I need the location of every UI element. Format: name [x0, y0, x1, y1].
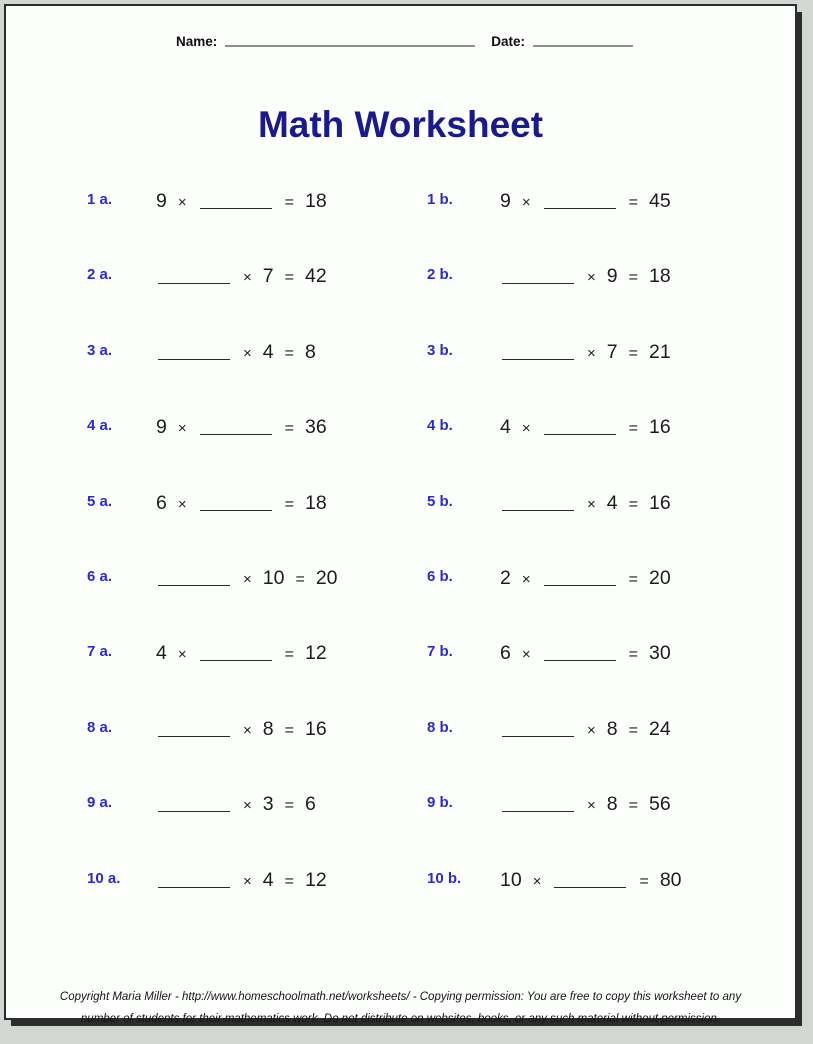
times-symbol: × [587, 721, 596, 739]
name-label: Name: [176, 34, 218, 49]
problem [427, 414, 757, 442]
equals-symbol: = [284, 646, 294, 664]
product-value: 45 [648, 190, 671, 212]
product-value: 80 [659, 868, 682, 891]
times-symbol: × [177, 646, 187, 664]
answer-blank[interactable] [502, 496, 574, 511]
product-value: 21 [648, 340, 671, 363]
equals-symbol: = [284, 495, 294, 513]
factor-second: 4 [262, 340, 274, 363]
copyright-footer [6, 987, 795, 1030]
problem [87, 867, 417, 895]
product-value: 16 [304, 717, 327, 740]
problem-label: 2 a. [87, 266, 113, 284]
problem-label: 6 b. [427, 568, 453, 585]
times-symbol: × [587, 269, 596, 287]
product-value: 56 [648, 793, 671, 816]
equals-symbol: = [295, 571, 305, 588]
problem-equation [500, 263, 671, 289]
times-symbol: × [587, 495, 596, 513]
answer-blank[interactable] [200, 194, 272, 209]
problem [427, 263, 757, 291]
equals-symbol: = [628, 344, 638, 362]
equals-symbol: = [284, 872, 294, 890]
problem [87, 565, 417, 593]
problem-equation [156, 414, 327, 440]
equals-symbol: = [628, 495, 638, 513]
times-symbol: × [521, 571, 531, 588]
times-symbol: × [243, 344, 252, 362]
problem-label: 2 b. [427, 266, 453, 284]
problem [87, 791, 417, 819]
factor-second: 3 [262, 793, 274, 816]
factor-second: 4 [606, 491, 618, 514]
times-symbol: × [177, 194, 187, 211]
answer-blank[interactable] [544, 646, 616, 661]
product-value: 12 [304, 642, 327, 665]
problem-equation [156, 490, 327, 516]
product-value: 18 [304, 491, 327, 514]
product-value: 8 [304, 340, 316, 363]
problem-equation [500, 490, 671, 516]
problem-label: 4 b. [427, 417, 453, 435]
problem-label: 5 a. [87, 492, 113, 510]
problem [87, 716, 417, 744]
answer-blank[interactable] [544, 571, 616, 586]
problem-equation [156, 791, 316, 817]
problem-equation [500, 867, 682, 893]
factor-second: 4 [262, 868, 274, 891]
times-symbol: × [521, 646, 531, 664]
problem [427, 490, 757, 518]
answer-blank[interactable] [200, 646, 272, 661]
answer-blank[interactable] [158, 722, 230, 737]
factor-first: 9 [156, 416, 167, 439]
problem-equation [156, 716, 327, 742]
answer-blank[interactable] [158, 797, 230, 812]
problem [427, 867, 757, 895]
problem-label: 8 a. [87, 718, 113, 736]
times-symbol: × [521, 194, 531, 211]
factor-first: 2 [500, 567, 511, 589]
answer-blank[interactable] [158, 571, 230, 586]
problem-equation [500, 339, 671, 365]
factor-second: 8 [606, 717, 618, 740]
answer-blank[interactable] [544, 194, 616, 209]
product-value: 20 [315, 567, 338, 589]
problem [87, 188, 417, 216]
factor-second: 7 [262, 265, 274, 288]
problem-equation [156, 640, 327, 666]
problem-label: 10 a. [87, 869, 121, 887]
times-symbol: × [243, 721, 252, 739]
problem-equation [156, 263, 327, 289]
factor-first: 10 [500, 868, 522, 891]
worksheet-page [4, 4, 797, 1025]
product-value: 6 [304, 793, 316, 816]
problem [87, 414, 417, 442]
copyright-line-2: number of students for their mathematics work. Do not distribute on websites, books, or any such material without permission. [80, 1012, 721, 1025]
product-value: 18 [648, 265, 671, 288]
answer-blank[interactable] [554, 873, 626, 888]
equals-symbol: = [628, 420, 638, 438]
equals-symbol: = [628, 269, 638, 287]
factor-second: 10 [262, 567, 285, 589]
answer-blank[interactable] [158, 873, 230, 888]
problem-equation [500, 188, 671, 214]
problem-label: 1 b. [427, 191, 453, 208]
answer-blank[interactable] [502, 797, 574, 812]
times-symbol: × [177, 495, 187, 513]
problem-label: 3 b. [427, 341, 453, 359]
problem-label: 5 b. [427, 492, 453, 510]
equals-symbol: = [628, 571, 638, 588]
factor-first: 6 [156, 491, 167, 514]
problem-label: 3 a. [87, 341, 113, 359]
equals-symbol: = [284, 269, 294, 287]
problem-label: 8 b. [427, 718, 453, 736]
problem [427, 565, 757, 593]
equals-symbol: = [284, 194, 294, 211]
equals-symbol: = [284, 420, 294, 438]
problem-equation [156, 188, 327, 214]
problem-label: 9 b. [427, 794, 453, 812]
problem [427, 640, 757, 668]
problem [427, 188, 757, 216]
problem-equation [156, 339, 316, 365]
times-symbol: × [243, 872, 252, 890]
times-symbol: × [521, 420, 531, 438]
factor-first: 9 [156, 190, 167, 212]
problem-label: 1 a. [87, 191, 113, 208]
problem-label: 7 a. [87, 643, 113, 661]
factor-first: 6 [500, 642, 511, 665]
equals-symbol: = [628, 194, 638, 211]
product-value: 42 [304, 265, 327, 288]
times-symbol: × [243, 797, 252, 815]
product-value: 30 [648, 642, 671, 665]
problem [427, 791, 757, 819]
equals-symbol: = [284, 721, 294, 739]
times-symbol: × [587, 797, 596, 815]
equals-symbol: = [284, 344, 294, 362]
problem-equation [500, 565, 671, 591]
problem-label: 10 b. [427, 869, 462, 887]
equals-symbol: = [628, 797, 638, 815]
problem-equation [500, 414, 671, 440]
equals-symbol: = [628, 646, 638, 664]
problem-label: 4 a. [87, 417, 113, 435]
answer-blank[interactable] [200, 420, 272, 435]
factor-first: 4 [500, 416, 511, 439]
problem-equation [500, 640, 671, 666]
times-symbol: × [243, 571, 252, 588]
equals-symbol: = [639, 872, 649, 890]
answer-blank[interactable] [158, 345, 230, 360]
times-symbol: × [177, 420, 187, 438]
answer-blank[interactable] [502, 722, 574, 737]
page-title: Math Worksheet [257, 104, 544, 145]
product-value: 36 [304, 416, 327, 439]
equals-symbol: = [284, 797, 294, 815]
factor-first: 9 [500, 190, 511, 212]
problem-label: 7 b. [427, 643, 453, 661]
product-value: 24 [648, 717, 671, 740]
problem-equation [500, 716, 671, 742]
answer-blank[interactable] [502, 269, 574, 284]
times-symbol: × [587, 344, 596, 362]
problem-equation [156, 565, 338, 591]
problem-equation [500, 791, 671, 817]
copyright-line-1: Copyright Maria Miller - http://www.homeschoolmath.net/worksheets/ - Copying permission: You are free to copy this worksheet to any [59, 991, 742, 1003]
problem [87, 490, 417, 518]
problem-label: 6 a. [87, 568, 113, 585]
factor-first: 4 [156, 642, 167, 665]
date-label: Date: [491, 34, 526, 49]
problem [87, 263, 417, 291]
problem [427, 716, 757, 744]
equals-symbol: = [628, 721, 638, 739]
problem [87, 339, 417, 367]
factor-second: 8 [606, 793, 618, 816]
problems-grid [6, 6, 795, 1018]
times-symbol: × [532, 872, 542, 890]
answer-blank[interactable] [200, 496, 272, 511]
product-value: 16 [648, 491, 671, 514]
product-value: 12 [304, 868, 327, 891]
problem [87, 640, 417, 668]
answer-blank[interactable] [158, 269, 230, 284]
factor-second: 9 [606, 265, 618, 288]
product-value: 20 [648, 567, 671, 589]
answer-blank[interactable] [502, 345, 574, 360]
factor-second: 8 [262, 717, 274, 740]
problem-equation [156, 867, 327, 893]
problem-label: 9 a. [87, 794, 113, 812]
product-value: 18 [304, 190, 327, 212]
product-value: 16 [648, 416, 671, 439]
times-symbol: × [243, 269, 252, 287]
problem [427, 339, 757, 367]
answer-blank[interactable] [544, 420, 616, 435]
factor-second: 7 [606, 340, 618, 363]
